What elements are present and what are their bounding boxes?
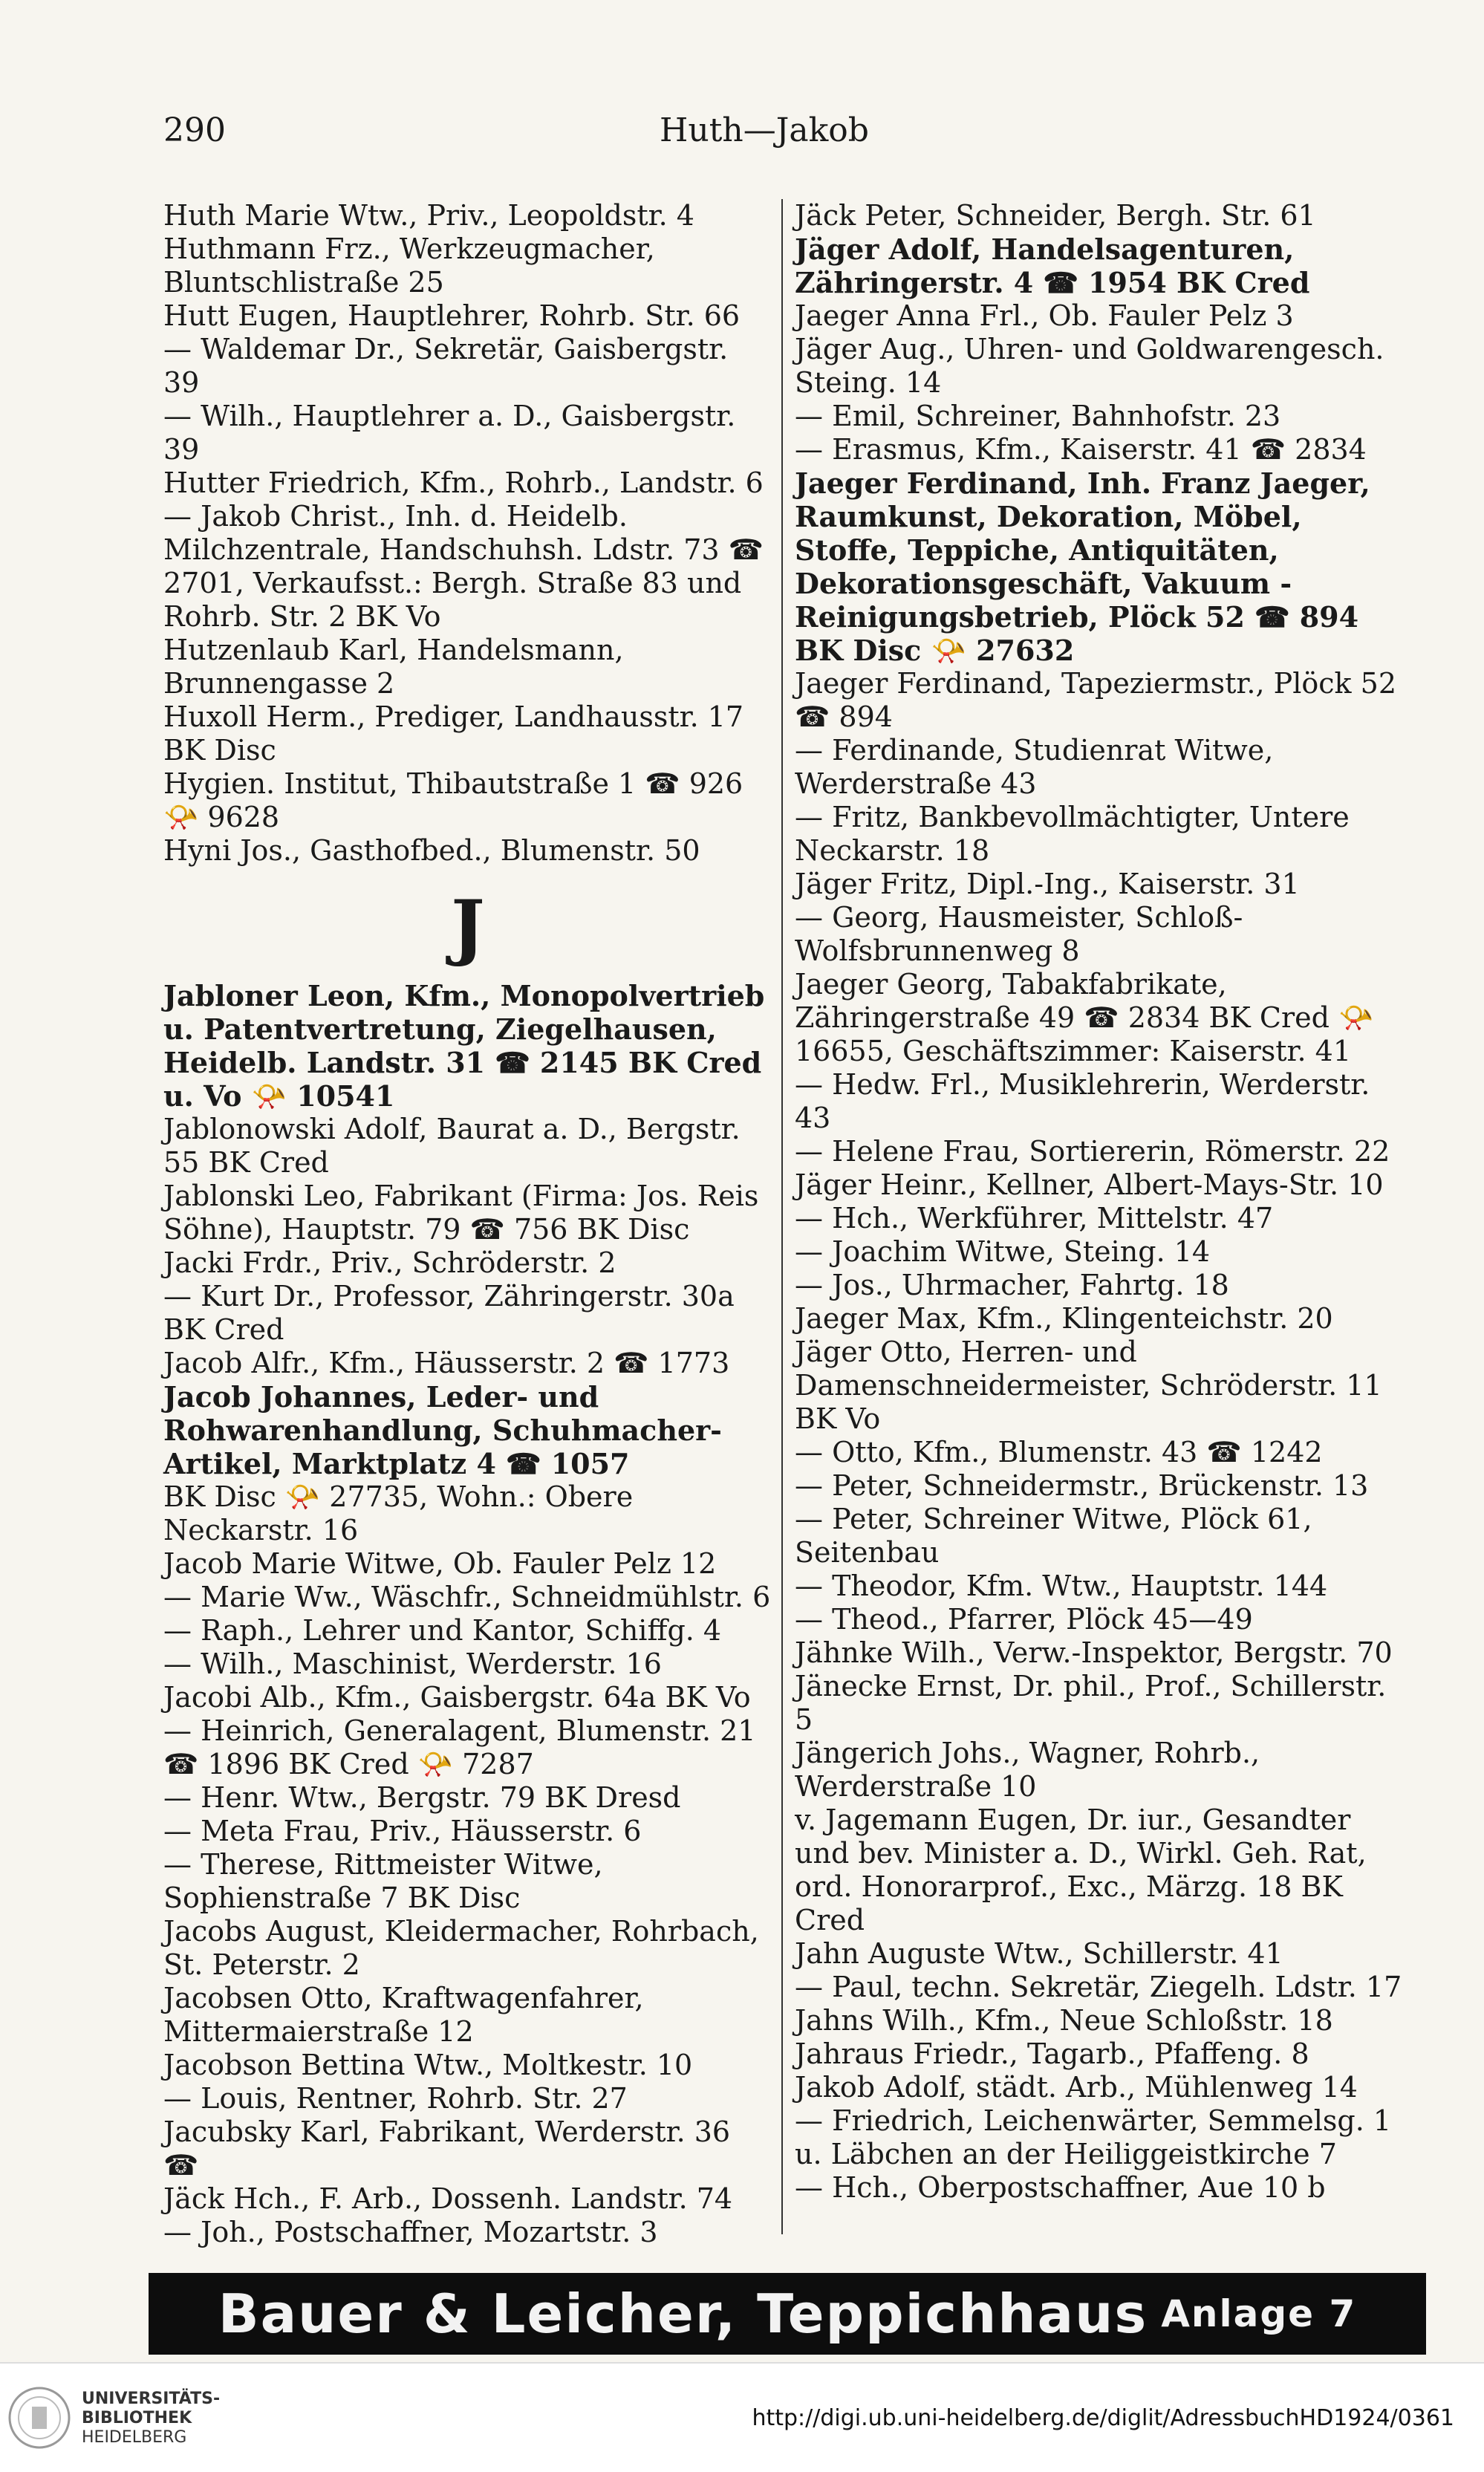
directory-entry: Jängerich Johs., Wagner, Rohrb., Werderstraße 10 bbox=[795, 1737, 1260, 1803]
directory-entry: Jacob Johannes, Leder- und Rohwarenhandlung, Schuhmacher-Artikel, Marktplatz 4 ☎ 1057 bbox=[163, 1380, 722, 1480]
left-column bbox=[163, 199, 772, 2249]
directory-entry: Jaeger Georg, Tabakfabrikate, Zähringerstraße 49 ☎ 2834 BK Cred 📯 16655, Geschäftszimmer: Kaiserstr. 41 bbox=[795, 968, 1374, 1067]
directory-entry: — Theodor, Kfm. Wtw., Hauptstr. 144 bbox=[795, 1570, 1328, 1602]
section-letter: J bbox=[451, 885, 485, 969]
directory-entry: Hutter Friedrich, Kfm., Rohrb., Landstr. 6 bbox=[163, 466, 764, 499]
directory-entry: — Ferdinande, Studienrat Witwe, Werderstraße 43 bbox=[795, 734, 1274, 800]
directory-entry: Hutt Eugen, Hauptlehrer, Rohrb. Str. 66 bbox=[163, 299, 741, 332]
directory-entry: — Emil, Schreiner, Bahnhofstr. 23 bbox=[795, 400, 1281, 432]
directory-entry: — Paul, techn. Sekretär, Ziegelh. Ldstr. 17 bbox=[795, 1971, 1402, 2003]
directory-entry: Huth Marie Wtw., Priv., Leopoldstr. 4 bbox=[163, 199, 694, 232]
directory-entry: — Kurt Dr., Professor, Zähringerstr. 30a BK Cred bbox=[163, 1280, 735, 1346]
directory-entry: — Theod., Pfarrer, Plöck 45—49 bbox=[795, 1603, 1253, 1636]
directory-entry: — Helene Frau, Sortiererin, Römerstr. 22 bbox=[795, 1135, 1390, 1168]
library-name bbox=[82, 2390, 220, 2447]
directory-entry: Jabloner Leon, Kfm., Monopolvertrieb u. Patentvertretung, Ziegelhausen, Heidelb. Landstr. 31 ☎ 2145 BK Cred u. Vo 📯 10541 bbox=[163, 979, 765, 1113]
directory-entry: — Otto, Kfm., Blumenstr. 43 ☎ 1242 bbox=[795, 1436, 1323, 1468]
directory-entry: Hyni Jos., Gasthofbed., Blumenstr. 50 bbox=[163, 834, 700, 867]
directory-entry: Jaeger Ferdinand, Tapeziermstr., Plöck 52 ☎ 894 bbox=[795, 667, 1397, 733]
directory-entry: — Friedrich, Leichenwärter, Semmelsg. 1 u. Läbchen an der Heiliggeistkirche 7 bbox=[795, 2104, 1392, 2170]
directory-entry: Jacob Marie Witwe, Ob. Fauler Pelz 12 bbox=[163, 1547, 717, 1580]
library-name-line2: BIBLIOTHEK bbox=[82, 2409, 192, 2427]
directory-entry: — Hch., Werkführer, Mittelstr. 47 bbox=[795, 1202, 1274, 1235]
directory-entry: Huxoll Herm., Prediger, Landhausstr. 17 BK Disc bbox=[163, 700, 744, 767]
directory-entry: Jänecke Ernst, Dr. phil., Prof., Schillerstr. 5 bbox=[795, 1670, 1387, 1736]
footer-bar bbox=[0, 2362, 1484, 2472]
ad-main-text: Bauer & Leicher, Teppichhaus bbox=[218, 2283, 1148, 2345]
directory-entry: Jablonowski Adolf, Baurat a. D., Bergstr. 55 BK Cred bbox=[163, 1113, 741, 1179]
column-divider bbox=[781, 199, 783, 2234]
directory-entry: — Georg, Hausmeister, Schloß-Wolfsbrunnenweg 8 bbox=[795, 901, 1243, 967]
directory-entry: — Meta Frau, Priv., Häusserstr. 6 bbox=[163, 1815, 642, 1847]
directory-entry: Jaeger Max, Kfm., Klingenteichstr. 20 bbox=[795, 1302, 1333, 1335]
directory-entry: — Jakob Christ., Inh. d. Heidelb. Milchzentrale, Handschuhsh. Ldstr. 73 ☎ 2701, Verkaufsst.: Bergh. Straße 83 und Rohrb. Str. 2 BK Vo bbox=[163, 500, 764, 633]
directory-entry: BK Disc 📯 27735, Wohn.: Obere Neckarstr. 16 bbox=[163, 1480, 634, 1546]
directory-entry: — Peter, Schneidermstr., Brückenstr. 13 bbox=[795, 1469, 1369, 1502]
advertisement-banner bbox=[149, 2273, 1426, 2355]
directory-entry: — Marie Ww., Wäschfr., Schneidmühlstr. 6 bbox=[163, 1581, 771, 1613]
running-title: Huth—Jakob bbox=[660, 111, 869, 149]
directory-entry: Jäger Fritz, Dipl.-Ing., Kaiserstr. 31 bbox=[795, 868, 1300, 900]
directory-entry: Jäger Otto, Herren- und Damenschneidermeister, Schröderstr. 11 BK Vo bbox=[795, 1336, 1382, 1435]
directory-entry: Jacob Alfr., Kfm., Häusserstr. 2 ☎ 1773 bbox=[163, 1347, 730, 1379]
directory-entry: Jähnke Wilh., Verw.-Inspektor, Bergstr. 70 bbox=[795, 1636, 1393, 1669]
directory-entry: Jakob Adolf, städt. Arb., Mühlenweg 14 bbox=[795, 2071, 1358, 2104]
directory-entry: Jahraus Friedr., Tagarb., Pfaffeng. 8 bbox=[795, 2037, 1309, 2070]
directory-entry: — Joh., Postschaffner, Mozartstr. 3 bbox=[163, 2216, 658, 2248]
directory-entry: Jäck Hch., F. Arb., Dossenh. Landstr. 74 bbox=[163, 2182, 733, 2215]
directory-entry: Jaeger Ferdinand, Inh. Franz Jaeger, Raumkunst, Dekoration, Möbel, Stoffe, Teppiche, Antiquitäten, Dekorationsgeschäft, Vakuum - Reinigungsbetrieb, Plöck 52 ☎ 894 BK Disc 📯 27632 bbox=[795, 466, 1370, 667]
page-number: 290 bbox=[163, 111, 226, 149]
ad-address: Anlage 7 bbox=[1161, 2292, 1357, 2335]
directory-entry: Jacobsen Otto, Kraftwagenfahrer, Mittermaierstraße 12 bbox=[163, 1982, 644, 2048]
university-seal-icon bbox=[6, 2384, 73, 2451]
library-name-line1: UNIVERSITÄTS- bbox=[82, 2390, 221, 2408]
directory-entry: Jacobson Bettina Wtw., Moltkestr. 10 bbox=[163, 2049, 693, 2081]
directory-entry: — Wilh., Hauptlehrer a. D., Gaisbergstr. 39 bbox=[163, 400, 736, 466]
directory-entry: Jablonski Leo, Fabrikant (Firma: Jos. Reis Söhne), Hauptstr. 79 ☎ 756 BK Disc bbox=[163, 1180, 759, 1246]
directory-entry: — Heinrich, Generalagent, Blumenstr. 21 ☎ 1896 BK Cred 📯 7287 bbox=[163, 1714, 756, 1780]
directory-entry: Hutzenlaub Karl, Handelsmann, Brunnengasse 2 bbox=[163, 634, 624, 700]
directory-entry: — Louis, Rentner, Rohrb. Str. 27 bbox=[163, 2082, 628, 2115]
directory-entry: Jahn Auguste Wtw., Schillerstr. 41 bbox=[795, 1937, 1283, 1970]
directory-entry: — Therese, Rittmeister Witwe, Sophienstraße 7 BK Disc bbox=[163, 1848, 603, 1914]
directory-entry: Jacubsky Karl, Fabrikant, Werderstr. 36 ☎ bbox=[163, 2115, 731, 2182]
directory-entry: Jäger Heinr., Kellner, Albert-Mays-Str. 10 bbox=[795, 1168, 1384, 1201]
directory-entry: Jacobi Alb., Kfm., Gaisbergstr. 64a BK Vo bbox=[163, 1681, 751, 1714]
directory-entry: — Joachim Witwe, Steing. 14 bbox=[795, 1235, 1211, 1268]
directory-entry: Hygien. Institut, Thibautstraße 1 ☎ 926 📯 9628 bbox=[163, 767, 743, 833]
directory-entry: Jacki Frdr., Priv., Schröderstr. 2 bbox=[163, 1246, 616, 1279]
directory-entry: — Erasmus, Kfm., Kaiserstr. 41 ☎ 2834 bbox=[795, 433, 1367, 466]
directory-entry: Jäger Aug., Uhren- und Goldwarengesch. Steing. 14 bbox=[795, 333, 1384, 399]
directory-entry: — Jos., Uhrmacher, Fahrtg. 18 bbox=[795, 1269, 1229, 1301]
directory-entry: — Fritz, Bankbevollmächtigter, Untere Neckarstr. 18 bbox=[795, 801, 1350, 867]
directory-entry: Jahns Wilh., Kfm., Neue Schloßstr. 18 bbox=[795, 2004, 1333, 2037]
directory-entry: Jaeger Anna Frl., Ob. Fauler Pelz 3 bbox=[795, 299, 1294, 332]
right-column bbox=[795, 199, 1411, 2205]
directory-entry: Jäger Adolf, Handelsagenturen, Zähringerstr. 4 ☎ 1954 BK Cred bbox=[795, 232, 1310, 299]
page-header bbox=[163, 111, 1365, 163]
directory-entry: — Henr. Wtw., Bergstr. 79 BK Dresd bbox=[163, 1781, 681, 1814]
directory-entry: — Peter, Schreiner Witwe, Plöck 61, Seitenbau bbox=[795, 1503, 1312, 1569]
directory-entry: Jacobs August, Kleidermacher, Rohrbach, St. Peterstr. 2 bbox=[163, 1915, 759, 1981]
directory-entry: — Raph., Lehrer und Kantor, Schiffg. 4 bbox=[163, 1614, 722, 1647]
directory-entry: Jäck Peter, Schneider, Bergh. Str. 61 bbox=[795, 199, 1316, 232]
directory-entry: Huthmann Frz., Werkzeugmacher, Bluntschlistraße 25 bbox=[163, 232, 655, 299]
directory-entry: — Hedw. Frl., Musiklehrerin, Werderstr. 43 bbox=[795, 1068, 1370, 1134]
library-name-line3: HEIDELBERG bbox=[82, 2428, 187, 2447]
directory-entry: — Waldemar Dr., Sekretär, Gaisbergstr. 39 bbox=[163, 333, 729, 399]
directory-entry: v. Jagemann Eugen, Dr. iur., Gesandter und bev. Minister a. D., Wirkl. Geh. Rat, ord. Honorarprof., Exc., Märzg. 18 BK Cred bbox=[795, 1803, 1367, 1936]
directory-entry: — Hch., Oberpostschaffner, Aue 10 b bbox=[795, 2171, 1326, 2204]
source-url-link[interactable]: http://digi.ub.uni-heidelberg.de/diglit/AdressbuchHD1924/0361 bbox=[752, 2405, 1454, 2431]
directory-entry: — Wilh., Maschinist, Werderstr. 16 bbox=[163, 1648, 662, 1680]
